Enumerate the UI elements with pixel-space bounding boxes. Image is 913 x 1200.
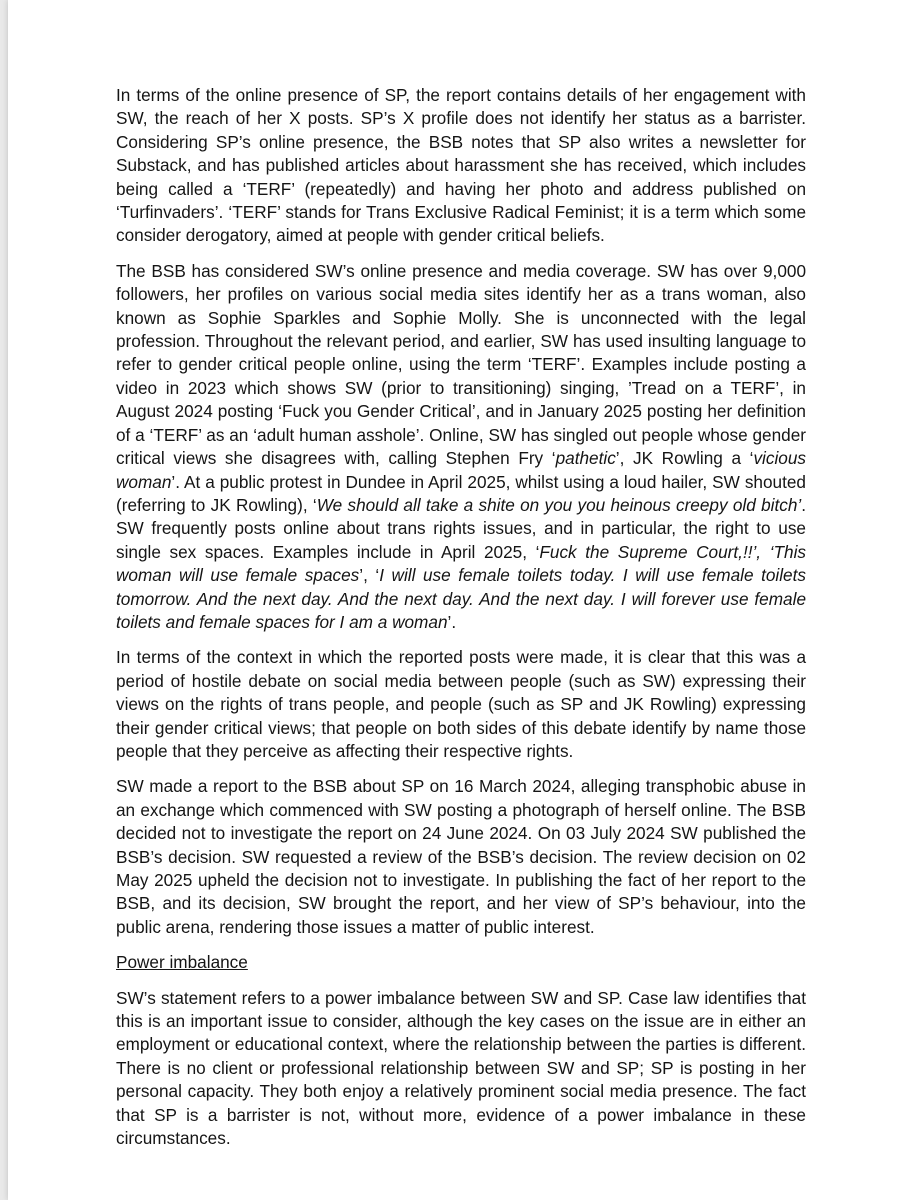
document-body bbox=[116, 84, 806, 1162]
text-run: . SW frequently posts online about trans rights issues, and in particular, the right to use single sex spaces. Examples include in April 2025, ‘ bbox=[116, 494, 806, 562]
paragraph-power-imbalance: SW’s statement refers to a power imbalance between SW and SP. Case law identifies that this is an important issue to consider, although the key cases on the issue are in either an employment or educational context, where the relationship between the parties is different. There is no client or professional relationship between SW and SP; SP is posting in her personal capacity. They both enjoy a relatively prominent social media presence. The fact that SP is a barrister is not, without more, evidence of a power imbalance in these circumstances. bbox=[116, 987, 806, 1149]
text-run: ’. bbox=[447, 611, 457, 632]
section-heading-power-imbalance: Power imbalance bbox=[116, 952, 248, 973]
text-run: ’, JK Rowling a ‘ bbox=[615, 448, 754, 469]
paragraph-online-presence-sp bbox=[116, 84, 806, 248]
text-run: SW made a report to the BSB about SP on 16 March 2024, alleging transphobic abuse in an exchange which commenced with SW posting a photograph of herself online. The BSB decided not to investigate the report on 24 June 2024. On 03 July 2024 SW published the BSB’s decision. SW requested a review of the BSB’s decision. The review decision on 02 May 2025 upheld the decision not to investigate. In publishing the fact of her report to the BSB, and its decision, SW brought the report, and her view of SP’s behaviour, into the public arena, rendering those issues a matter of public interest. bbox=[116, 776, 806, 937]
text-run: In terms of the context in which the reported posts were made, it is clear that this was a period of hostile debate on social media between people (such as SW) expressing their views on the rights of trans people, and people (such as SP and JK Rowling) expressing their gender critical views; that people on both sides of this debate identify by name those people that they perceive as affecting their respective rights. bbox=[116, 647, 806, 761]
text-run: ’, ‘ bbox=[359, 565, 380, 586]
quote-italic: We should all take a shite on you you heinous creepy old bitch’ bbox=[316, 494, 802, 515]
paragraph-report-history bbox=[116, 775, 806, 939]
quote-italic: pathetic bbox=[555, 448, 616, 469]
quote-italic: I will use female toilets today. I will use female toilets tomorrow. And the next day. And the next day. And the next day. I will forever use female toilets and female spaces for I am a woman bbox=[116, 565, 806, 632]
quote-italic: Fuck the Supreme Court,!!’, ‘This woman will use female spaces bbox=[116, 541, 806, 586]
paragraph-online-presence-sw bbox=[116, 260, 806, 635]
paragraph-context bbox=[116, 646, 806, 763]
document-page bbox=[8, 0, 913, 1200]
text-run: The BSB has considered SW’s online presence and media coverage. SW has over 9,000 followers, her profiles on various social media sites identify her as a trans woman, also known as Sophie Sparkles and Sophie Molly. She is unconnected with the legal profession. Throughout the relevant period, and earlier, SW has used insulting language to refer to gender critical people online, using the term ‘TERF’. Examples include posting a video in 2023 which shows SW (prior to transitioning) singing, ’Tread on a TERF’, in August 2024 posting ‘Fuck you Gender Critical’, and in January 2025 posting her definition of a ‘TERF’ as an ‘adult human asshole’. Online, SW has singled out people whose gender critical views she disagrees with, calling Stephen Fry ‘ bbox=[116, 260, 806, 469]
text-run: In terms of the online presence of SP, the report contains details of her engagement with SW, the reach of her X posts. SP’s X profile does not identify her status as a barrister. Considering SP’s online presence, the BSB notes that SP also writes a newsletter for Substack, and has published articles about harassment she has received, which includes being called a ‘TERF’ (repeatedly) and having her photo and address published on ‘Turfinvaders’. ‘TERF’ stands for Trans Exclusive Radical Feminist; it is a term which some consider derogatory, aimed at people with gender critical beliefs. bbox=[116, 85, 806, 246]
text-run: ’. At a public protest in Dundee in April 2025, whilst using a loud hailer, SW shouted (referring to JK Rowling), ‘ bbox=[116, 471, 806, 515]
quote-italic: vicious woman bbox=[116, 448, 806, 492]
